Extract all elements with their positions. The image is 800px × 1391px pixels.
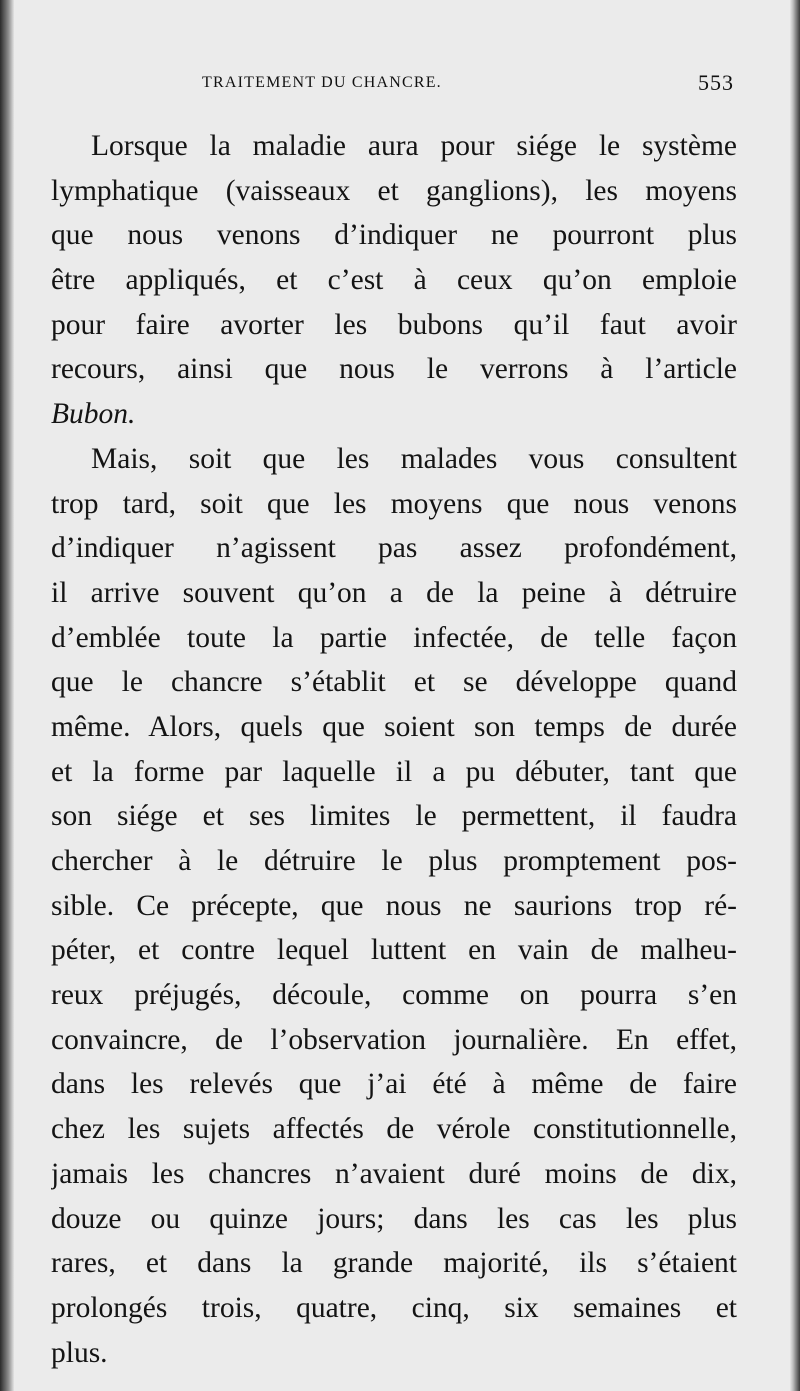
text-line: d’emblée toute la partie infectée, de telle façon [51,621,737,654]
body-text [51,124,737,1375]
text-line: douze ou quinze jours; dans les cas les plus [51,1202,737,1235]
text-line: reux préjugés, découle, comme on pourra s’en [51,979,737,1012]
text-line: Mais, soit que les malades vous consultent [91,442,737,475]
page-header [54,70,734,104]
text-line: chez les sujets affectés de vérole constitutionnelle, [51,1113,737,1146]
text-line: il arrive souvent qu’on a de la peine à détruire [51,576,737,609]
text-line: trop tard, soit que les moyens que nous venons [51,487,737,520]
text-line: même. Alors, quels que soient son temps de durée [51,710,737,743]
text-line: dans les relevés que j’ai été à même de faire [51,1068,737,1101]
page-number: 553 [698,70,734,95]
text-line: être appliqués, et c’est à ceux qu’on emploie [51,264,737,297]
text-line: que nous venons d’indiquer ne pourront plus [51,219,737,252]
text-line: pour faire avorter les bubons qu’il faut avoir [51,308,737,341]
text-line: Bubon. [51,398,136,431]
text-line: plus. [51,1336,108,1369]
text-line: son siége et ses limites le permettent, il faudra [51,800,737,833]
text-line: chercher à le détruire le plus promptement pos- [51,845,737,877]
text-line: que le chancre s’établit et se développe quand [51,666,737,699]
text-line: lymphatique (vaisseaux et ganglions), les moyens [51,174,737,207]
running-title: TRAITEMENT DU CHANCRE. [202,74,442,91]
text-line: sible. Ce précepte, que nous ne saurions trop ré- [51,889,737,922]
text-line: rares, et dans la grande majorité, ils s’étaient [51,1247,737,1280]
scan-edge-right [790,0,800,1391]
text-line: péter, et contre lequel luttent en vain de malheu- [51,934,737,967]
text-line: Lorsque la maladie aura pour siége le système [91,130,737,162]
text-line: et la forme par laquelle il a pu débuter, tant que [51,755,737,788]
text-line: recours, ainsi que nous le verrons à l’article [51,353,737,386]
text-line: d’indiquer n’agissent pas assez profondément, [51,532,737,565]
text-line: jamais les chancres n’avaient duré moins de dix, [51,1157,737,1190]
book-page [14,0,790,1391]
text-line: prolongés trois, quatre, cinq, six semaines et [51,1291,737,1324]
scan-edge-left [0,0,14,1391]
text-line: convaincre, de l’observation journalière. En effet, [51,1023,737,1056]
